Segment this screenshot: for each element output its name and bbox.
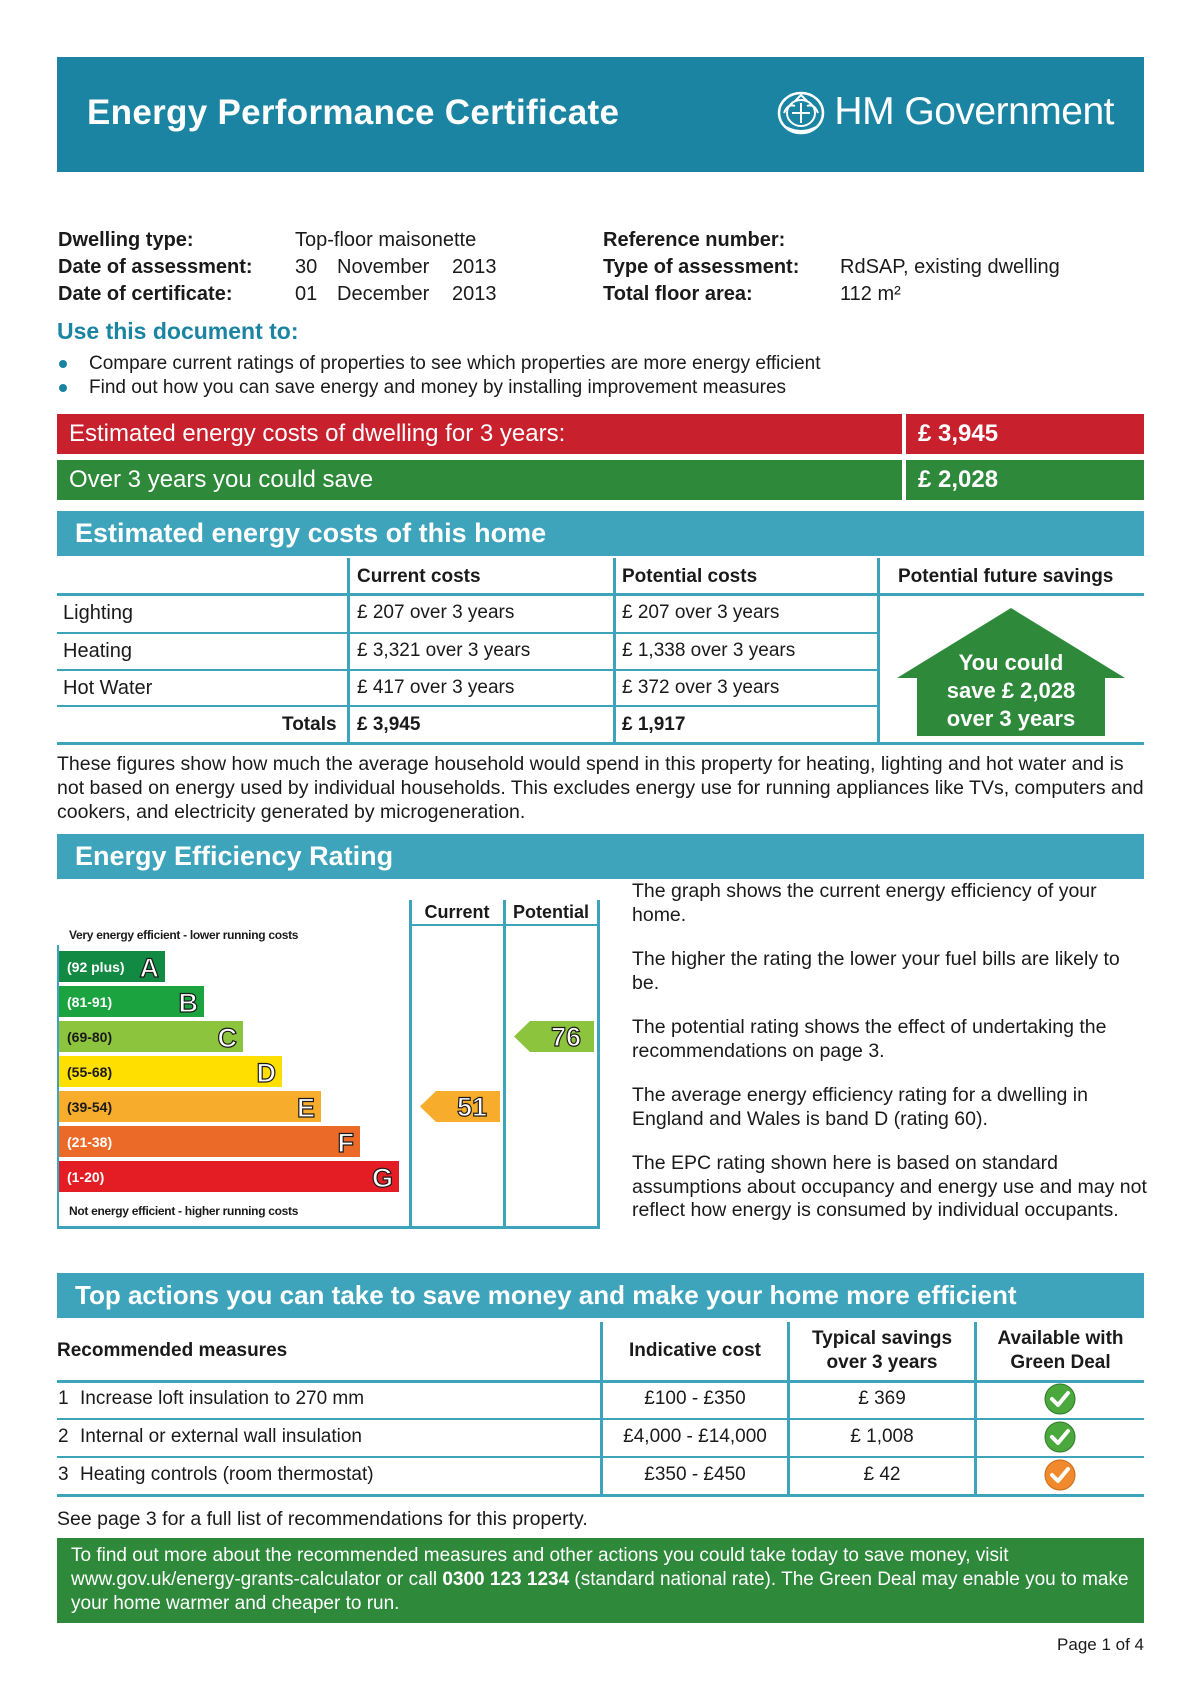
band-range-label: (55-68) — [67, 1064, 113, 1080]
floor-area-value: 112 m² — [840, 283, 901, 305]
table-divider — [877, 558, 880, 744]
rating-band-d — [59, 1056, 282, 1088]
costs-section-title: Estimated energy costs of this home — [57, 511, 1144, 556]
page-number: Page 1 of 4 — [1057, 1635, 1144, 1654]
use-bullet-text: Compare current ratings of properties to see which properties are more energy efficient — [89, 353, 821, 374]
potential-rating-marker-value: 76 — [550, 1022, 582, 1052]
date-certificate-month: December — [337, 283, 430, 305]
date-certificate-label: Date of certificate: — [58, 283, 233, 305]
reference-label: Reference number: — [603, 229, 786, 251]
savings-line-1: You could — [958, 650, 1064, 675]
row-label-hot-water: Hot Water — [63, 677, 153, 699]
hm-government-logo — [776, 89, 1114, 135]
rating-paragraph-5: The EPC rating shown here is based on standard assumptions about occupancy and energy use and may not reflect how energy is consumed by individual occupants. — [632, 1152, 1147, 1221]
band-range-label: (1-20) — [67, 1169, 105, 1185]
band-letter-label: E — [296, 1093, 315, 1123]
date-certificate-day: 01 — [295, 283, 318, 305]
band-range-label: (39-54) — [67, 1099, 113, 1115]
check-orange-icon — [1044, 1459, 1076, 1491]
bullet-icon — [59, 384, 67, 392]
band-letter-label: F — [337, 1128, 354, 1158]
green-deal-footer — [57, 1538, 1144, 1623]
row-label-lighting: Lighting — [63, 602, 134, 624]
costs-note: These figures show how much the average household would spend in this property for heating, lighting and hot water and is not based on energy used by individual households. This excludes energy use for running appliances like TVs, computers and cookers, and electricity generated by microgeneration. — [57, 753, 1144, 823]
use-bullet-1 — [57, 353, 821, 375]
row-label-heating: Heating — [63, 640, 132, 662]
table-divider — [347, 558, 350, 744]
see-page-note: See page 3 for a full list of recommendations for this property. — [57, 1508, 588, 1530]
very-efficient-label: Very energy efficient - lower running costs — [69, 928, 299, 942]
measure-1-description: Increase loft insulation to 270 mm — [80, 1388, 365, 1409]
band-letter-label: G — [371, 1163, 393, 1193]
potential-save-label: Over 3 years you could save — [57, 460, 902, 500]
band-letter-label: A — [139, 953, 159, 983]
measure-3-description: Heating controls (room thermostat) — [80, 1464, 374, 1485]
table-divider — [613, 558, 616, 744]
efficiency-rating-chart — [57, 898, 614, 1230]
potential-rating-marker — [514, 1021, 594, 1052]
measure-1-number: 1 — [58, 1388, 69, 1409]
table-rule — [57, 669, 879, 671]
government-name: HM Government — [834, 90, 1114, 133]
heating-current: £ 3,321 over 3 years — [357, 640, 531, 661]
header-typical-savings-2: over 3 years — [826, 1352, 938, 1373]
band-range-label: (69-80) — [67, 1029, 113, 1045]
header-current-costs: Current costs — [357, 566, 481, 587]
rating-band-g — [59, 1161, 399, 1193]
savings-line-2: save £ 2,028 — [946, 678, 1076, 703]
band-letter-label: B — [178, 988, 198, 1018]
band-range-label: (21-38) — [67, 1134, 113, 1150]
rating-band-f — [59, 1126, 360, 1158]
rating-paragraph-1: The graph shows the current energy efficiency of your home. — [632, 880, 1097, 926]
lighting-current: £ 207 over 3 years — [357, 602, 515, 623]
rating-svg — [57, 898, 614, 1230]
rating-section-title: Energy Efficiency Rating — [57, 834, 1144, 879]
footer-text-1: To find out more about the recommended measures and other actions you could take today to save money, visit www.gov.uk/energy-grants-calculator or call — [71, 1545, 1009, 1590]
use-bullet-2 — [57, 377, 786, 399]
heating-potential: £ 1,338 over 3 years — [622, 640, 796, 661]
type-assessment-value: RdSAP, existing dwelling — [840, 256, 1060, 278]
rating-band-b — [59, 986, 204, 1018]
current-column-header: Current — [424, 902, 490, 922]
footer-phone: 0300 123 1234 — [442, 1569, 570, 1590]
header-green-deal-2: Green Deal — [1010, 1352, 1111, 1373]
measure-2-number: 2 — [58, 1426, 69, 1447]
estimated-costs-value: £ 3,945 — [906, 414, 1144, 454]
not-efficient-label: Not energy efficient - higher running costs — [69, 1204, 299, 1218]
measure-2-description: Internal or external wall insulation — [80, 1426, 362, 1447]
header-typical-savings-1: Typical savings — [811, 1328, 953, 1349]
estimated-costs-label: Estimated energy costs of dwelling for 3 years: — [57, 414, 902, 454]
dwelling-type-label: Dwelling type: — [58, 229, 194, 251]
measure-2-cost: £4,000 - £14,000 — [623, 1426, 767, 1447]
potential-save-value: £ 2,028 — [906, 460, 1144, 500]
measure-3-savings: £ 42 — [863, 1464, 901, 1485]
use-document-title: Use this document to: — [57, 318, 299, 344]
measure-1-cost: £100 - £350 — [644, 1388, 746, 1409]
footer-text-2: (standard national rate). The Green Deal may enable you to make your home warmer and cheaper to run. — [71, 1569, 1129, 1614]
header-future-savings: Potential future savings — [898, 566, 1114, 587]
totals-potential: £ 1,917 — [622, 714, 686, 735]
header-indicative-cost: Indicative cost — [629, 1340, 761, 1361]
date-assessment-label: Date of assessment: — [58, 256, 253, 278]
band-range-label: (81-91) — [67, 994, 113, 1010]
measure-3-cost: £350 - £450 — [644, 1464, 746, 1485]
hot-water-current: £ 417 over 3 years — [357, 677, 515, 698]
measure-3-number: 3 — [58, 1464, 69, 1485]
rating-band-e — [59, 1091, 321, 1123]
date-assessment-month: November — [337, 256, 430, 278]
lighting-potential: £ 207 over 3 years — [622, 602, 780, 623]
rating-band-a — [59, 951, 165, 983]
header-recommended-measures: Recommended measures — [57, 1340, 288, 1361]
use-bullet-text: Find out how you can save energy and money by installing improvement measures — [89, 377, 787, 398]
check-green-icon — [1044, 1383, 1076, 1415]
savings-line-3: over 3 years — [946, 706, 1076, 731]
actions-section-title: Top actions you can take to save money and make your home more efficient — [57, 1273, 1144, 1318]
table-rule — [57, 705, 879, 707]
page-title: Energy Performance Certificate — [87, 93, 620, 132]
hot-water-potential: £ 372 over 3 years — [622, 677, 780, 698]
table-rule — [57, 593, 1144, 596]
rating-band-c — [59, 1021, 243, 1053]
measure-2-savings: £ 1,008 — [850, 1426, 914, 1447]
header-green-deal-1: Available with — [997, 1328, 1124, 1349]
check-green-icon — [1044, 1421, 1076, 1453]
totals-current: £ 3,945 — [357, 714, 421, 735]
type-assessment-label: Type of assessment: — [603, 256, 800, 278]
header-potential-costs: Potential costs — [622, 566, 758, 587]
totals-label: Totals — [282, 714, 337, 735]
date-assessment-day: 30 — [295, 256, 318, 278]
rating-paragraph-2: The higher the rating the lower your fuel bills are likely to be. — [632, 948, 1120, 994]
band-range-label: (92 plus) — [67, 959, 125, 975]
dwelling-type-value: Top-floor maisonette — [295, 229, 477, 251]
bullet-icon — [59, 360, 67, 368]
table-rule — [57, 742, 1144, 745]
date-certificate-year: 2013 — [452, 283, 497, 305]
potential-column-header: Potential — [512, 902, 589, 922]
measure-1-savings: £ 369 — [858, 1388, 906, 1409]
rating-paragraph-4: The average energy efficiency rating for a dwelling in England and Wales is band D (rating 60). — [632, 1084, 1088, 1130]
royal-crest-icon — [776, 89, 826, 135]
page-header — [57, 57, 1144, 172]
current-rating-marker — [420, 1091, 500, 1122]
date-assessment-year: 2013 — [452, 256, 497, 278]
rating-paragraph-3: The potential rating shows the effect of undertaking the recommendations on page 3. — [632, 1016, 1107, 1062]
band-letter-label: C — [217, 1023, 237, 1053]
current-rating-marker-value: 51 — [456, 1092, 488, 1122]
floor-area-label: Total floor area: — [603, 283, 753, 305]
band-letter-label: D — [256, 1058, 276, 1088]
table-rule — [57, 632, 879, 634]
